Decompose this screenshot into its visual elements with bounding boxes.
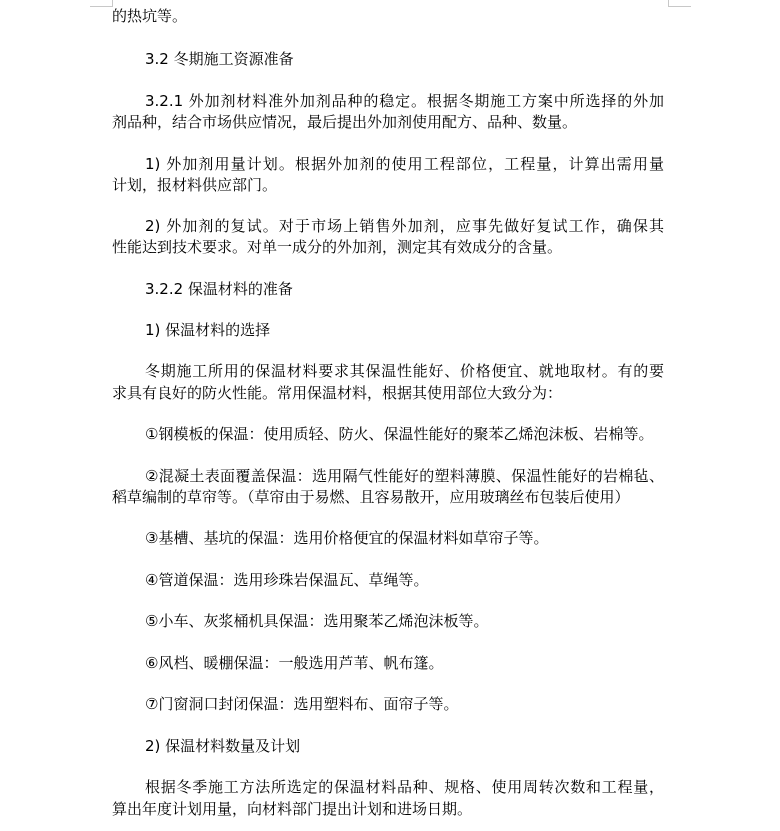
text-line: 的热坑等。 [112,7,188,25]
subsection-heading: 3.2.2 保温材料的准备 [145,280,293,298]
text-line: 3.2.1 外加剂材料准外加剂品种的稳定。根据冬期施工方案中所选择的外加 [145,92,664,110]
list-item: ①钢模板的保温：使用质轻、防火、保温性能好的聚苯乙烯泡沫板、岩棉等。 [145,425,654,443]
text-line: 性能达到技术要求。对单一成分的外加剂，测定其有效成分的含量。 [112,238,563,256]
text-line: 2) 保温材料数量及计划 [145,737,301,755]
list-item: ⑤小车、灰浆桶机具保温：选用聚苯乙烯泡沫板等。 [145,612,489,630]
text-line: 1) 保温材料的选择 [145,321,271,339]
list-item: ⑦门窗洞口封闭保温：选用塑料布、面帘子等。 [145,695,459,713]
text-line: 求具有良好的防火性能。常用保温材料，根据其使用部位大致分为： [112,384,563,402]
list-item: ③基槽、基坑的保温：选用价格便宜的保温材料如草帘子等。 [145,529,549,547]
section-heading: 3.2 冬期施工资源准备 [145,50,294,68]
text-line: 剂品种，结合市场供应情况，最后提出外加剂使用配方、品种、数量。 [112,113,578,131]
text-line: 稻草编制的草帘等。（草帘由于易燃、且容易散开，应用玻璃丝布包装后使用） [112,488,630,506]
list-item: ②混凝土表面覆盖保温：选用隔气性能好的塑料薄膜、保温性能好的岩棉毡、 [145,467,664,485]
text-line: 1) 外加剂用量计划。根据外加剂的使用工程部位，工程量，计算出需用量 [145,155,664,173]
page-corner-mark-right [668,0,691,7]
text-line: 算出年度计划用量，向材料部门提出计划和进场日期。 [112,800,473,818]
text-line: 2) 外加剂的复试。对于市场上销售外加剂，应事先做好复试工作，确保其 [145,217,664,235]
text-line: 冬期施工所用的保温材料要求其保温性能好、价格便宜、就地取材。有的要 [145,362,664,380]
list-item: ④管道保温：选用珍珠岩保温瓦、草绳等。 [145,571,429,589]
text-line: 计划，报材料供应部门。 [112,176,278,194]
list-item: ⑥风档、暖棚保温：一般选用芦苇、帆布篷。 [145,654,444,672]
page-corner-mark-left [90,0,113,7]
text-line: 根据冬季施工方法所选定的保温材料品种、规格、使用周转次数和工程量， [145,778,664,796]
